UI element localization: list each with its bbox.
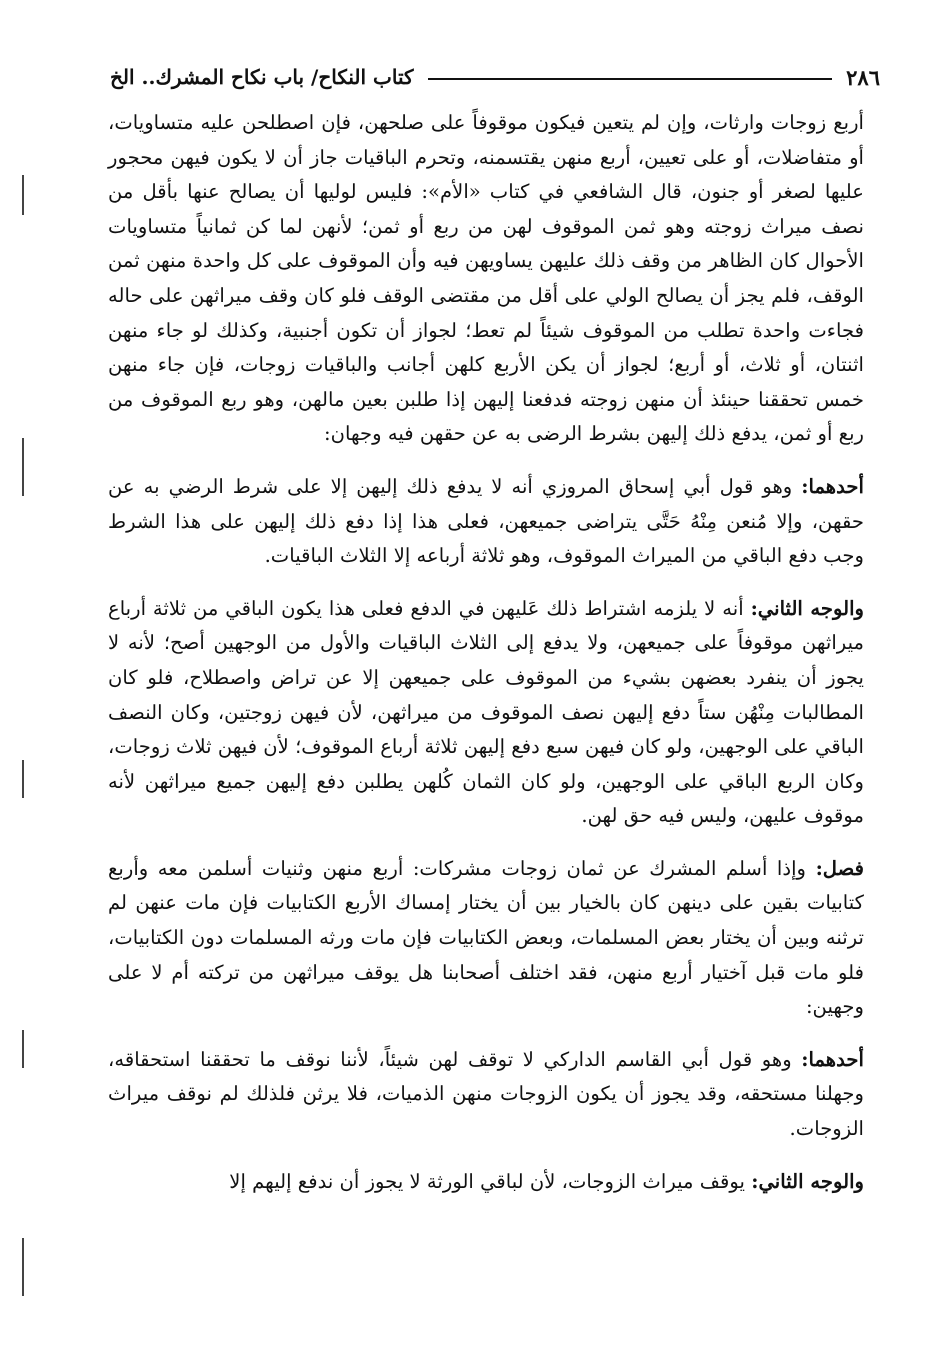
scan-margin-mark xyxy=(22,760,24,798)
paragraph-lead: والوجه الثاني: xyxy=(751,1169,864,1193)
paragraph-text: وهو قول أبي القاسم الداركي لا توقف لهن شيئاً، لأننا نوقف ما تحققنا استحقاقه، وجهلنا مستحقه، وقد يجوز أن يكون الزوجات منهن الذميات، فلا يرثن فلذلك لم نوقف ميراث الزوجات. xyxy=(108,1047,864,1141)
scan-margin-mark xyxy=(22,175,24,215)
body-text xyxy=(108,106,864,1217)
page-header xyxy=(110,60,880,94)
page-number: ٢٨٦ xyxy=(846,64,880,90)
paragraph-lead: أحدهما: xyxy=(801,474,864,498)
paragraph-section xyxy=(108,852,864,1025)
header-rule xyxy=(428,78,833,80)
scan-margin-mark xyxy=(22,438,24,496)
paragraph-text: وهو قول أبي إسحاق المروزي أنه لا يدفع ذلك إليهن إلا على شرط الرضي به عن حقهن، وإلا مُنعن مِنْهُ حَتَّى يتراضى جميعهن، فعلى هذا إذا دفع ذلك إليهن على هذا الشرط وجب دفع الباقي من الميراث الموقوف، وهو ثلاثة أرباعه إلا الثلاث الباقيات. xyxy=(108,474,864,568)
running-title: كتاب النكاح/ باب نكاح المشرك.. الخ xyxy=(110,65,414,89)
paragraph-lead: فصل: xyxy=(815,856,864,880)
paragraph-text: أربع زوجات وارثات، وإن لم يتعين فيكون موقوفاً على صلحهن، فإن اصطلحن عليه متساويات، أو متفاضلات، أو على تعيين، أربع منهن يقتسمنه، وتحرم الباقيات جاز أن لا يكون فيهن محجور عليها لصغر أو جنون، قال الشافعي في كتاب «الأم»: فليس لوليها أن يصالح عنها بأقل من نصف ميراث زوجته وهو ثمن الموقوف لهن من ربع أو ثمن؛ لأنهن لما كن ثمانياً متساويات الأحوال كان الظاهر من وقف ذلك عليهن يساويهن فيه وأن الموقوف على كل واحدة منهن ثمن الوقف، فلم يجز أن يصالح الولي على أقل من مقتضى الوقف فلو كان وقف ميراثهن على حاله فجاءت واحدة تطلب من الموقوف شيئاً لم تعط؛ لجواز أن تكون أجنبية، وكذلك لو جاء منهن اثنتان، أو ثلاث، أو أربع؛ لجواز أن يكن الأربع كلهن أجانب والباقيات زوجات، فإن جاء منهن خمس تحققنا حينئذ أن منهن زوجته فدفعنا إليهن إذا طلبن بعين مالهن، وهو ربع الموقوف من ربع أو ثمن، يدفع ذلك إليهن بشرط الرضى به عن حقهن فيه وجهان: xyxy=(108,111,864,446)
paragraph-second-opinion xyxy=(108,592,864,834)
paragraph-continuation xyxy=(108,106,864,452)
paragraph-text: وإذا أسلم المشرك عن ثمان زوجات مشركات: أربع منهن وثنيات أسلمن معه وأربع كتابيات بقين على دينهن كان بالخيار بين أن يختار إمساك الأربع الكتابيات فإن مات عنهن لم ترثنه وبين أن يختار بعض المسلمات، وبعض الكتابيات فإن مات ورثه المسلمات دون الكتابيات، فلو مات قبل آختيار أربع منهن، فقد اختلف أصحابنا هل يوقف ميراثهن من تركته أم لا على وجهين: xyxy=(108,856,864,1019)
scan-margin-mark xyxy=(22,1030,24,1068)
paragraph-lead: والوجه الثاني: xyxy=(750,596,864,620)
paragraph-text: يوقف ميراث الزوجات، لأن لباقي الورثة لا يجوز أن ندفع إليهم إلا xyxy=(229,1169,745,1193)
paragraph-first-opinion xyxy=(108,1043,864,1147)
paragraph-second-opinion xyxy=(108,1165,864,1200)
paragraph-lead: أحدهما: xyxy=(801,1047,864,1071)
scan-margin-mark xyxy=(22,1238,24,1296)
paragraph-first-opinion xyxy=(108,470,864,574)
paragraph-text: أنه لا يلزمه اشتراط ذلك عَليهن في الدفع فعلى هذا يكون الباقي من ثلاثة أرباع ميراثهن موقوفاً على جميعهن، ولا يدفع إلى الثلاث الباقيات والأول من الوجهين أصح؛ لأنه لا يجوز أن ينفرد بعضهن بشيء من الموقوف على جميعهن إلا عن تراض واصطلاح، فلو كان المطالبات مِنْهُن ستاً دفع إليهن نصف الموقوف من ميراثهن، لأن فيهن زوجتين، وكان النصف الباقي على الوجهين، ولو كان فيهن سبع دفع إليهن ثلاثة أرباع الموقوف؛ لأن فيهن ثلاث زوجات، وكان الربع الباقي على الوجهين، ولو كان الثمان كُلهن يطلبن دفع إليهن جميع ميراثهن لأنه موقوف عليهن، وليس فيه حق لهن. xyxy=(108,596,864,828)
